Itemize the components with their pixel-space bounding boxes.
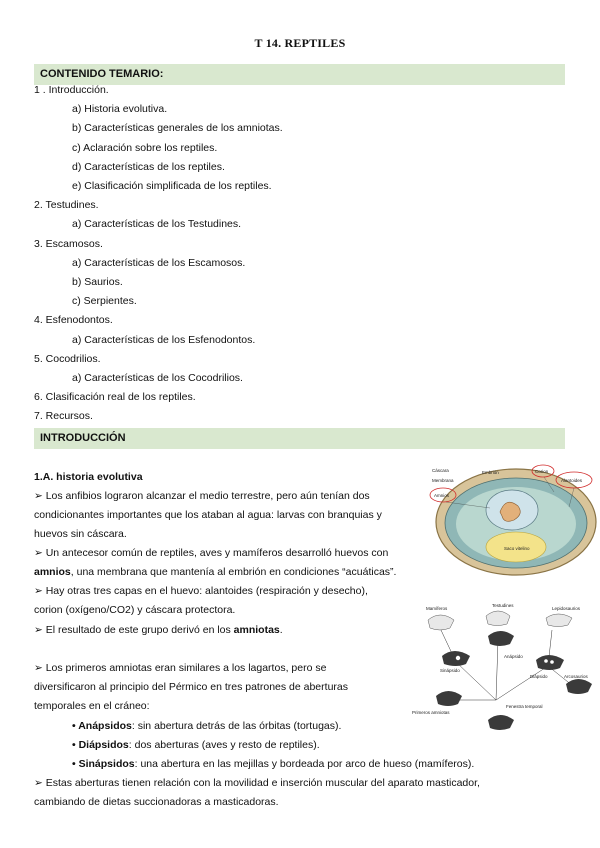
label-embryo: Embrión [482, 470, 499, 475]
label-temporal-window: Fenestra temporal [506, 704, 543, 709]
toc-subsection: c) Aclaración sobre los reptiles. [72, 142, 218, 154]
ancestor-skull-icon [488, 715, 514, 730]
paragraph-line: ➢ Estas aberturas tienen relación con la movilidad e inserción muscular del aparato masticador, [34, 777, 480, 789]
toc-subsection: d) Características de los reptiles. [72, 161, 225, 173]
paragraph-line: ➢ Hay otras tres capas en el huevo: alantoides (respiración y desecho), [34, 585, 368, 597]
label-yolk: Saco vitelino [504, 546, 530, 551]
paragraph-line: diversificaron al principio del Pérmico en tres patrones de aberturas [34, 681, 348, 693]
label-synapsid: Sinápsido [440, 668, 460, 673]
page-title: T 14. REPTILES [254, 36, 346, 50]
toc-section: 4. Esfenodontos. [34, 314, 113, 326]
toc-section: 7. Recursos. [34, 410, 93, 422]
toc-section: 1 . Introducción. [34, 84, 109, 96]
bullet-diapsids: • Diápsidos: dos aberturas (aves y resto de reptiles). [72, 739, 320, 751]
paragraph-line: ➢ Los anfibios lograron alcanzar el medio terrestre, pero aún tenían dos [34, 490, 370, 502]
bullet-anapsids: • Anápsidos: sin abertura detrás de las órbitas (tortugas). [72, 720, 342, 732]
toc-section: 5. Cocodrilios. [34, 353, 101, 365]
amnios-term: amnios [34, 566, 71, 578]
toc-subsection: a) Características de los Cocodrilios. [72, 372, 243, 384]
toc-section: 2. Testudines. [34, 199, 99, 211]
diapsid-skull-icon [536, 655, 564, 670]
toc-subsection: a) Historia evolutiva. [72, 103, 168, 115]
toc-subsection: a) Características de los Escamosos. [72, 257, 246, 269]
toc-section: 6. Clasificación real de los reptiles. [34, 391, 196, 403]
toc-subsection: b) Saurios. [72, 276, 123, 288]
label-allantois: Alantoides [561, 478, 583, 483]
label-mammals: Mamíferos [426, 606, 448, 611]
paragraph-line: cambiando de dietas succionadoras a masticadoras. [34, 796, 279, 808]
label-turtles: Testudines [492, 603, 514, 608]
toc-subsection: a) Características de los Testudines. [72, 218, 242, 230]
label-chorion: Corion [535, 469, 549, 474]
toc-subsection: c) Serpientes. [72, 295, 137, 307]
contents-header: CONTENIDO TEMARIO: [34, 64, 565, 85]
label-anapsid: Anápsido [504, 654, 523, 659]
skull-evolution-figure [406, 600, 600, 742]
toc-subsection: a) Características de los Esfenodontos. [72, 334, 256, 346]
toc-subsection: b) Características generales de los amniotas. [72, 122, 283, 134]
paragraph-line: temporales en el cráneo: [34, 700, 150, 712]
intro-header: INTRODUCCIÓN [34, 428, 565, 449]
toc-section: 3. Escamosos. [34, 238, 103, 250]
paragraph-line: huevos sin cáscara. [34, 528, 127, 540]
paragraph-line: ➢ Un antecesor común de reptiles, aves y mamíferos desarrolló huevos con [34, 547, 389, 559]
paragraph-line: ➢ Los primeros amniotas eran similares a los lagartos, pero se [34, 662, 327, 674]
lepidosaur-skull-icon [546, 614, 572, 627]
amniotas-term: amniotas [233, 624, 280, 636]
label-membrane: Membrana [432, 478, 454, 483]
label-amnion: Amnios [434, 493, 450, 498]
label-early-amniotes: Primeros amniotas [412, 710, 450, 715]
label-archosaurs: Arcosaurios [564, 674, 588, 679]
early-amniote-skull-icon [436, 691, 462, 706]
toc-subsection: e) Clasificación simplificada de los reptiles. [72, 180, 272, 192]
label-shell: Cáscara [432, 468, 449, 473]
archosaur-skull-icon [566, 679, 592, 694]
paragraph-line: condicionantes importantes que los ataban al agua: larvas con branquias y [34, 509, 382, 521]
paragraph-line: ➢ El resultado de este grupo derivó en los amniotas. [34, 624, 283, 636]
section-title: 1.A. historia evolutiva [34, 471, 143, 483]
label-lepidosaurs: Lepidosaurios [552, 606, 581, 611]
bullet-synapsids: • Sinápsidos: una abertura en las mejillas y bordeada por arco de hueso (mamíferos). [72, 758, 475, 770]
amniote-egg-figure [424, 462, 600, 580]
paragraph-line: corion (oxígeno/CO2) y cáscara protectora. [34, 604, 236, 616]
paragraph-line: amnios, una membrana que mantenía al embrión en condiciones “acuáticas”. [34, 566, 397, 578]
mammal-skull-icon [428, 615, 454, 630]
anapsid-skull-icon [488, 631, 514, 646]
turtle-skull-icon [486, 611, 510, 626]
label-diapsid: Diápsido [530, 674, 548, 679]
